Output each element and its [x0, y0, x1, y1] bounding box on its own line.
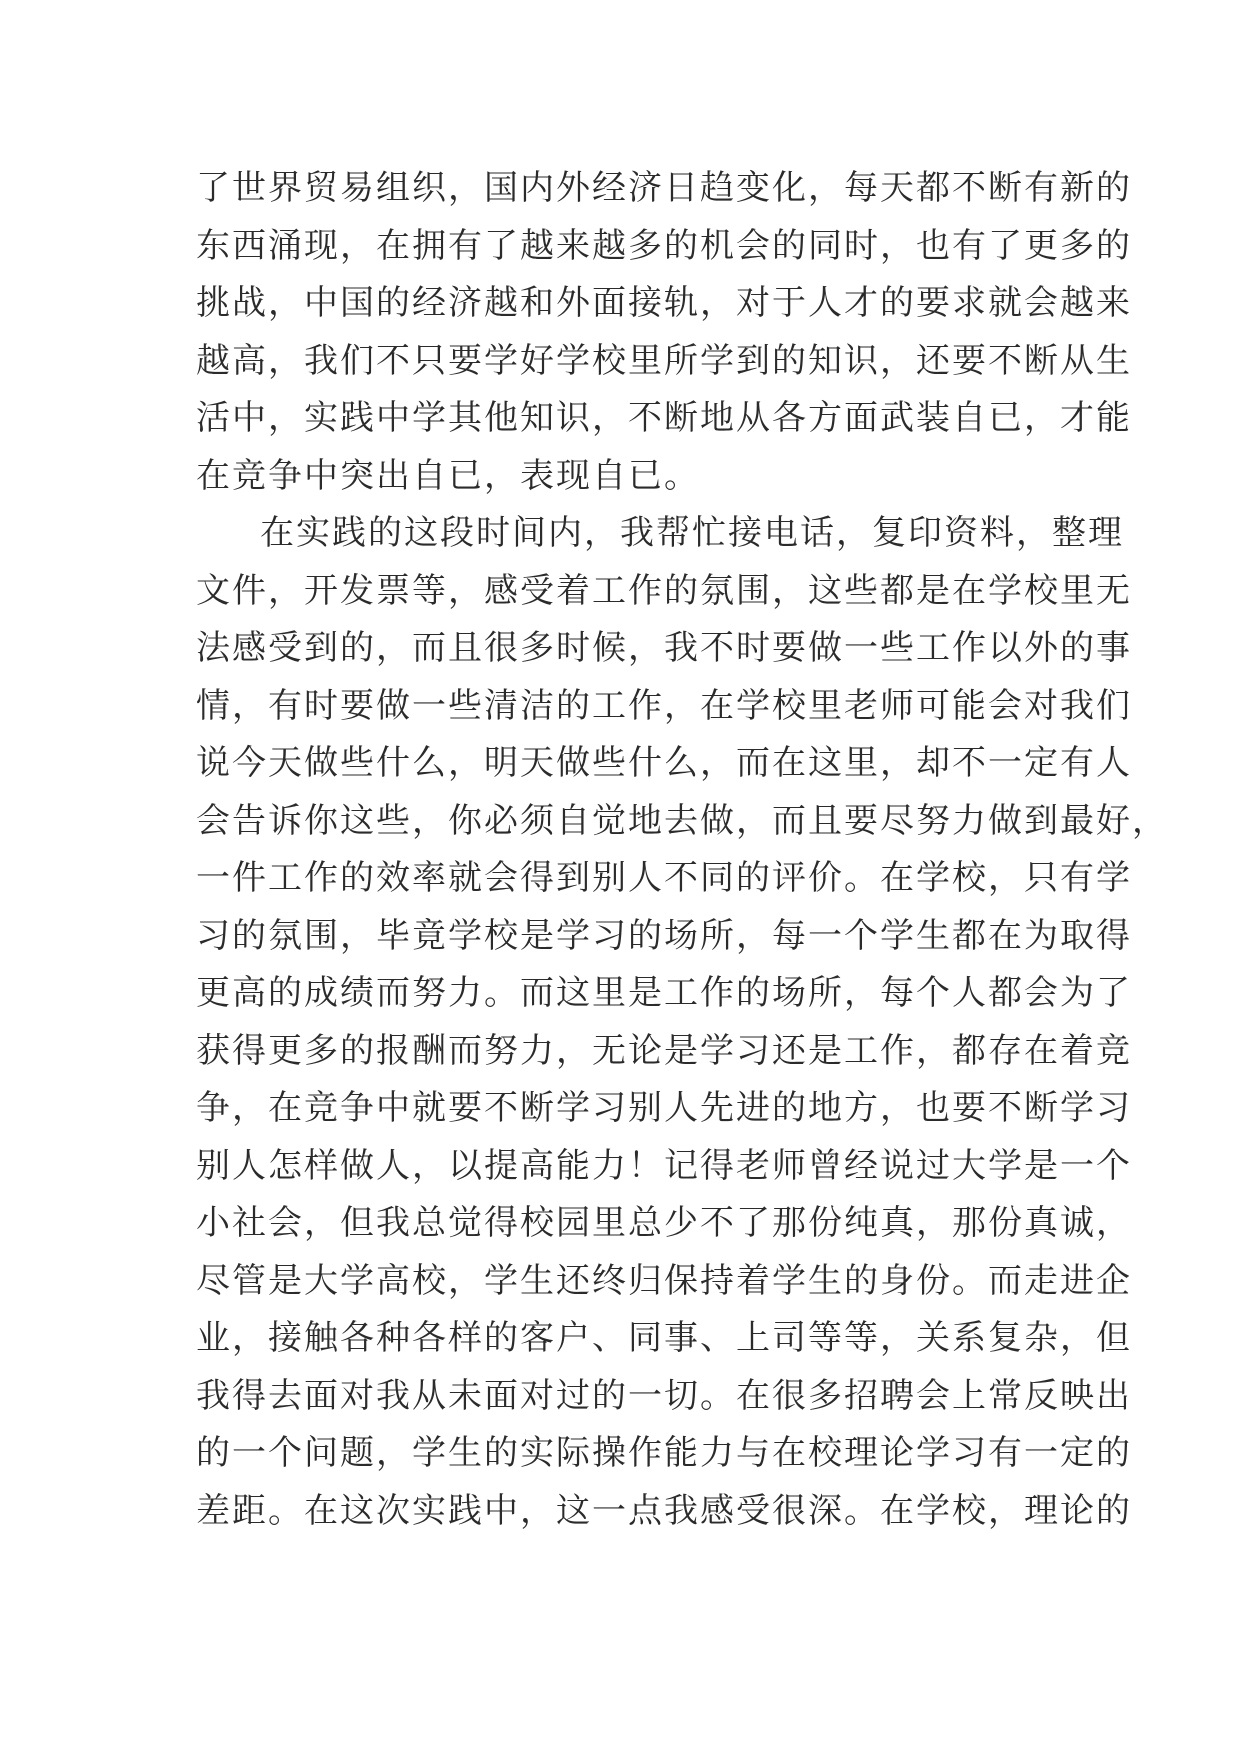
body-text	[196, 160, 1168, 1540]
text-line: 争，在竞争中就要不断学习别人先进的地方，也要不断学习	[196, 1088, 1132, 1128]
text-line: 我得去面对我从未面对过的一切。在很多招聘会上常反映出	[196, 1375, 1132, 1416]
text-line: 挑战，中国的经济越和外面接轨，对于人才的要求就会越来	[196, 283, 1132, 323]
text-line: 更高的成绩而努力。而这里是工作的场所，每个人都会为了	[196, 973, 1132, 1013]
text-line: 活中，实践中学其他知识，不断地从各方面武装自已，才能	[196, 398, 1132, 438]
text-line: 情，有时要做一些清洁的工作，在学校里老师可能会对我们	[196, 685, 1132, 726]
text-line: 了世界贸易组织，国内外经济日趋变化，每天都不断有新的	[196, 168, 1132, 208]
text-line: 文件，开发票等，感受着工作的氛围，这些都是在学校里无	[196, 570, 1132, 611]
text-line: 的一个问题，学生的实际操作能力与在校理论学习有一定的	[196, 1433, 1132, 1473]
text-line: 别人怎样做人，以提高能力！记得老师曾经说过大学是一个	[196, 1145, 1132, 1186]
text-line: 尽管是大学高校，学生还终归保持着学生的身份。而走进企	[196, 1260, 1132, 1301]
text-line: 东西涌现，在拥有了越来越多的机会的同时，也有了更多的	[196, 225, 1132, 266]
text-line: 越高，我们不只要学好学校里所学到的知识，还要不断从生	[196, 340, 1132, 381]
text-line: 小社会，但我总觉得校园里总少不了那份纯真，那份真诚，	[196, 1203, 1132, 1243]
text-line: 习的氛围，毕竟学校是学习的场所，每一个学生都在为取得	[196, 915, 1132, 956]
text-line: 获得更多的报酬而努力，无论是学习还是工作，都存在着竞	[196, 1030, 1132, 1071]
text-line: 在竞争中突出自已，表现自已。	[196, 455, 700, 496]
text-line: 说今天做些什么，明天做些什么，而在这里，却不一定有人	[196, 743, 1132, 783]
text-line-paragraph-start: 在实践的这段时间内，我帮忙接电话，复印资料，整理	[260, 513, 1124, 553]
text-line: 会告诉你这些，你必须自觉地去做，而且要尽努力做到最好，	[196, 800, 1168, 841]
text-line: 业，接触各种各样的客户、同事、上司等等，关系复杂，但	[196, 1318, 1132, 1358]
text-line: 法感受到的，而且很多时候，我不时要做一些工作以外的事	[196, 628, 1132, 668]
text-line: 差距。在这次实践中，这一点我感受很深。在学校，理论的	[196, 1490, 1132, 1531]
text-line: 一件工作的效率就会得到别人不同的评价。在学校，只有学	[196, 858, 1132, 898]
